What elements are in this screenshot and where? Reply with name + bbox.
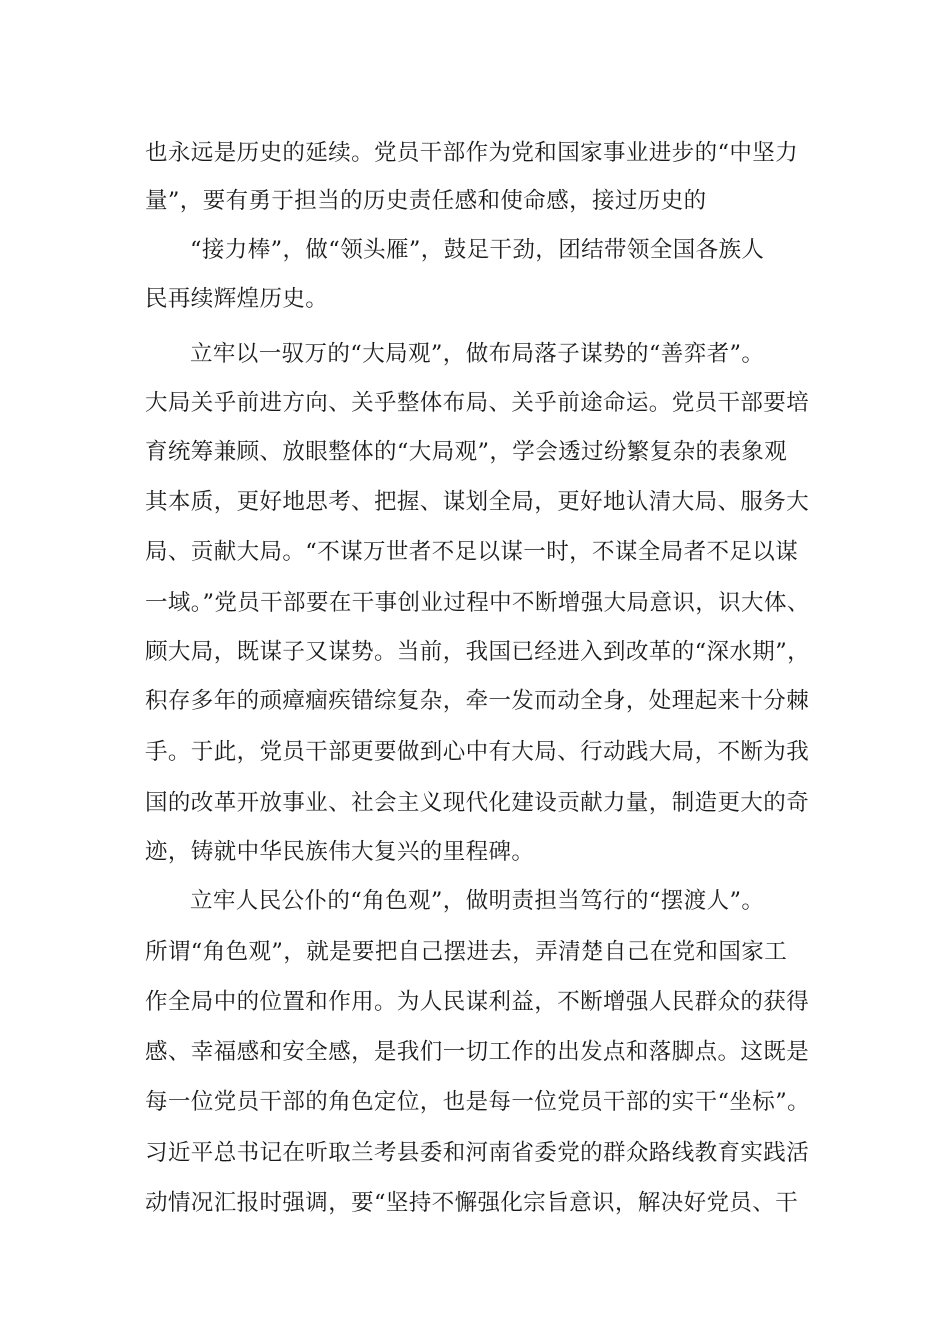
- text-line: 每一位党员干部的角色定位，也是每一位党员干部的实干“坐标”。: [145, 1089, 811, 1115]
- text-line: 也永远是历史的延续。党员干部作为党和国家事业进步的“中坚力: [145, 140, 799, 166]
- text-line: 民再续辉煌历史。: [145, 286, 329, 312]
- text-line: 国的改革开放事业、社会主义现代化建设贡献力量，制造更大的奇: [145, 790, 810, 816]
- text-line: 立牢人民公仆的“角色观”，做明责担当笃行的“摆渡人”。: [190, 888, 765, 914]
- text-line: 大局关乎前进方向、关乎整体布局、关乎前途命运。党员干部要培: [145, 390, 810, 416]
- text-line: 迹，铸就中华民族伟大复兴的里程碑。: [145, 839, 535, 865]
- text-line: 习近平总书记在听取兰考县委和河南省委党的群众路线教育实践活: [145, 1140, 810, 1166]
- text-line: 育统筹兼顾、放眼整体的“大局观”，学会透过纷繁复杂的表象观: [145, 439, 788, 465]
- text-line: 所谓“角色观”，就是要把自己摆进去，弄清楚自己在党和国家工: [145, 939, 788, 965]
- text-line: 一域。”党员干部要在干事创业过程中不断增强大局意识，识大体、: [145, 590, 810, 616]
- text-line: 量”，要有勇于担当的历史责任感和使命感，接过历史的: [145, 188, 707, 214]
- text-line: 其本质，更好地思考、把握、谋划全局，更好地认清大局、服务大: [145, 489, 810, 515]
- text-line: 积存多年的顽瘴痼疾错综复杂，牵一发而动全身，处理起来十分棘: [145, 688, 810, 714]
- text-line: 立牢以一驭万的“大局观”，做布局落子谋势的“善弈者”。: [190, 341, 765, 367]
- text-line: 感、幸福感和安全感，是我们一切工作的出发点和落脚点。这既是: [145, 1039, 810, 1065]
- text-line: 动情况汇报时强调，要“坚持不懈强化宗旨意识，解决好党员、干: [145, 1190, 799, 1216]
- text-line: 手。于此，党员干部更要做到心中有大局、行动践大局，不断为我: [145, 739, 810, 765]
- text-line: 局、贡献大局。“不谋万世者不足以谋一时，不谋全局者不足以谋: [145, 539, 799, 565]
- text-line: 顾大局，既谋子又谋势。当前，我国已经进入到改革的“深水期”，: [145, 639, 811, 665]
- text-line: 作全局中的位置和作用。为人民谋利益，不断增强人民群众的获得: [145, 989, 810, 1015]
- text-line: “接力棒”，做“领头雁”，鼓足干劲，团结带领全国各族人: [190, 237, 765, 263]
